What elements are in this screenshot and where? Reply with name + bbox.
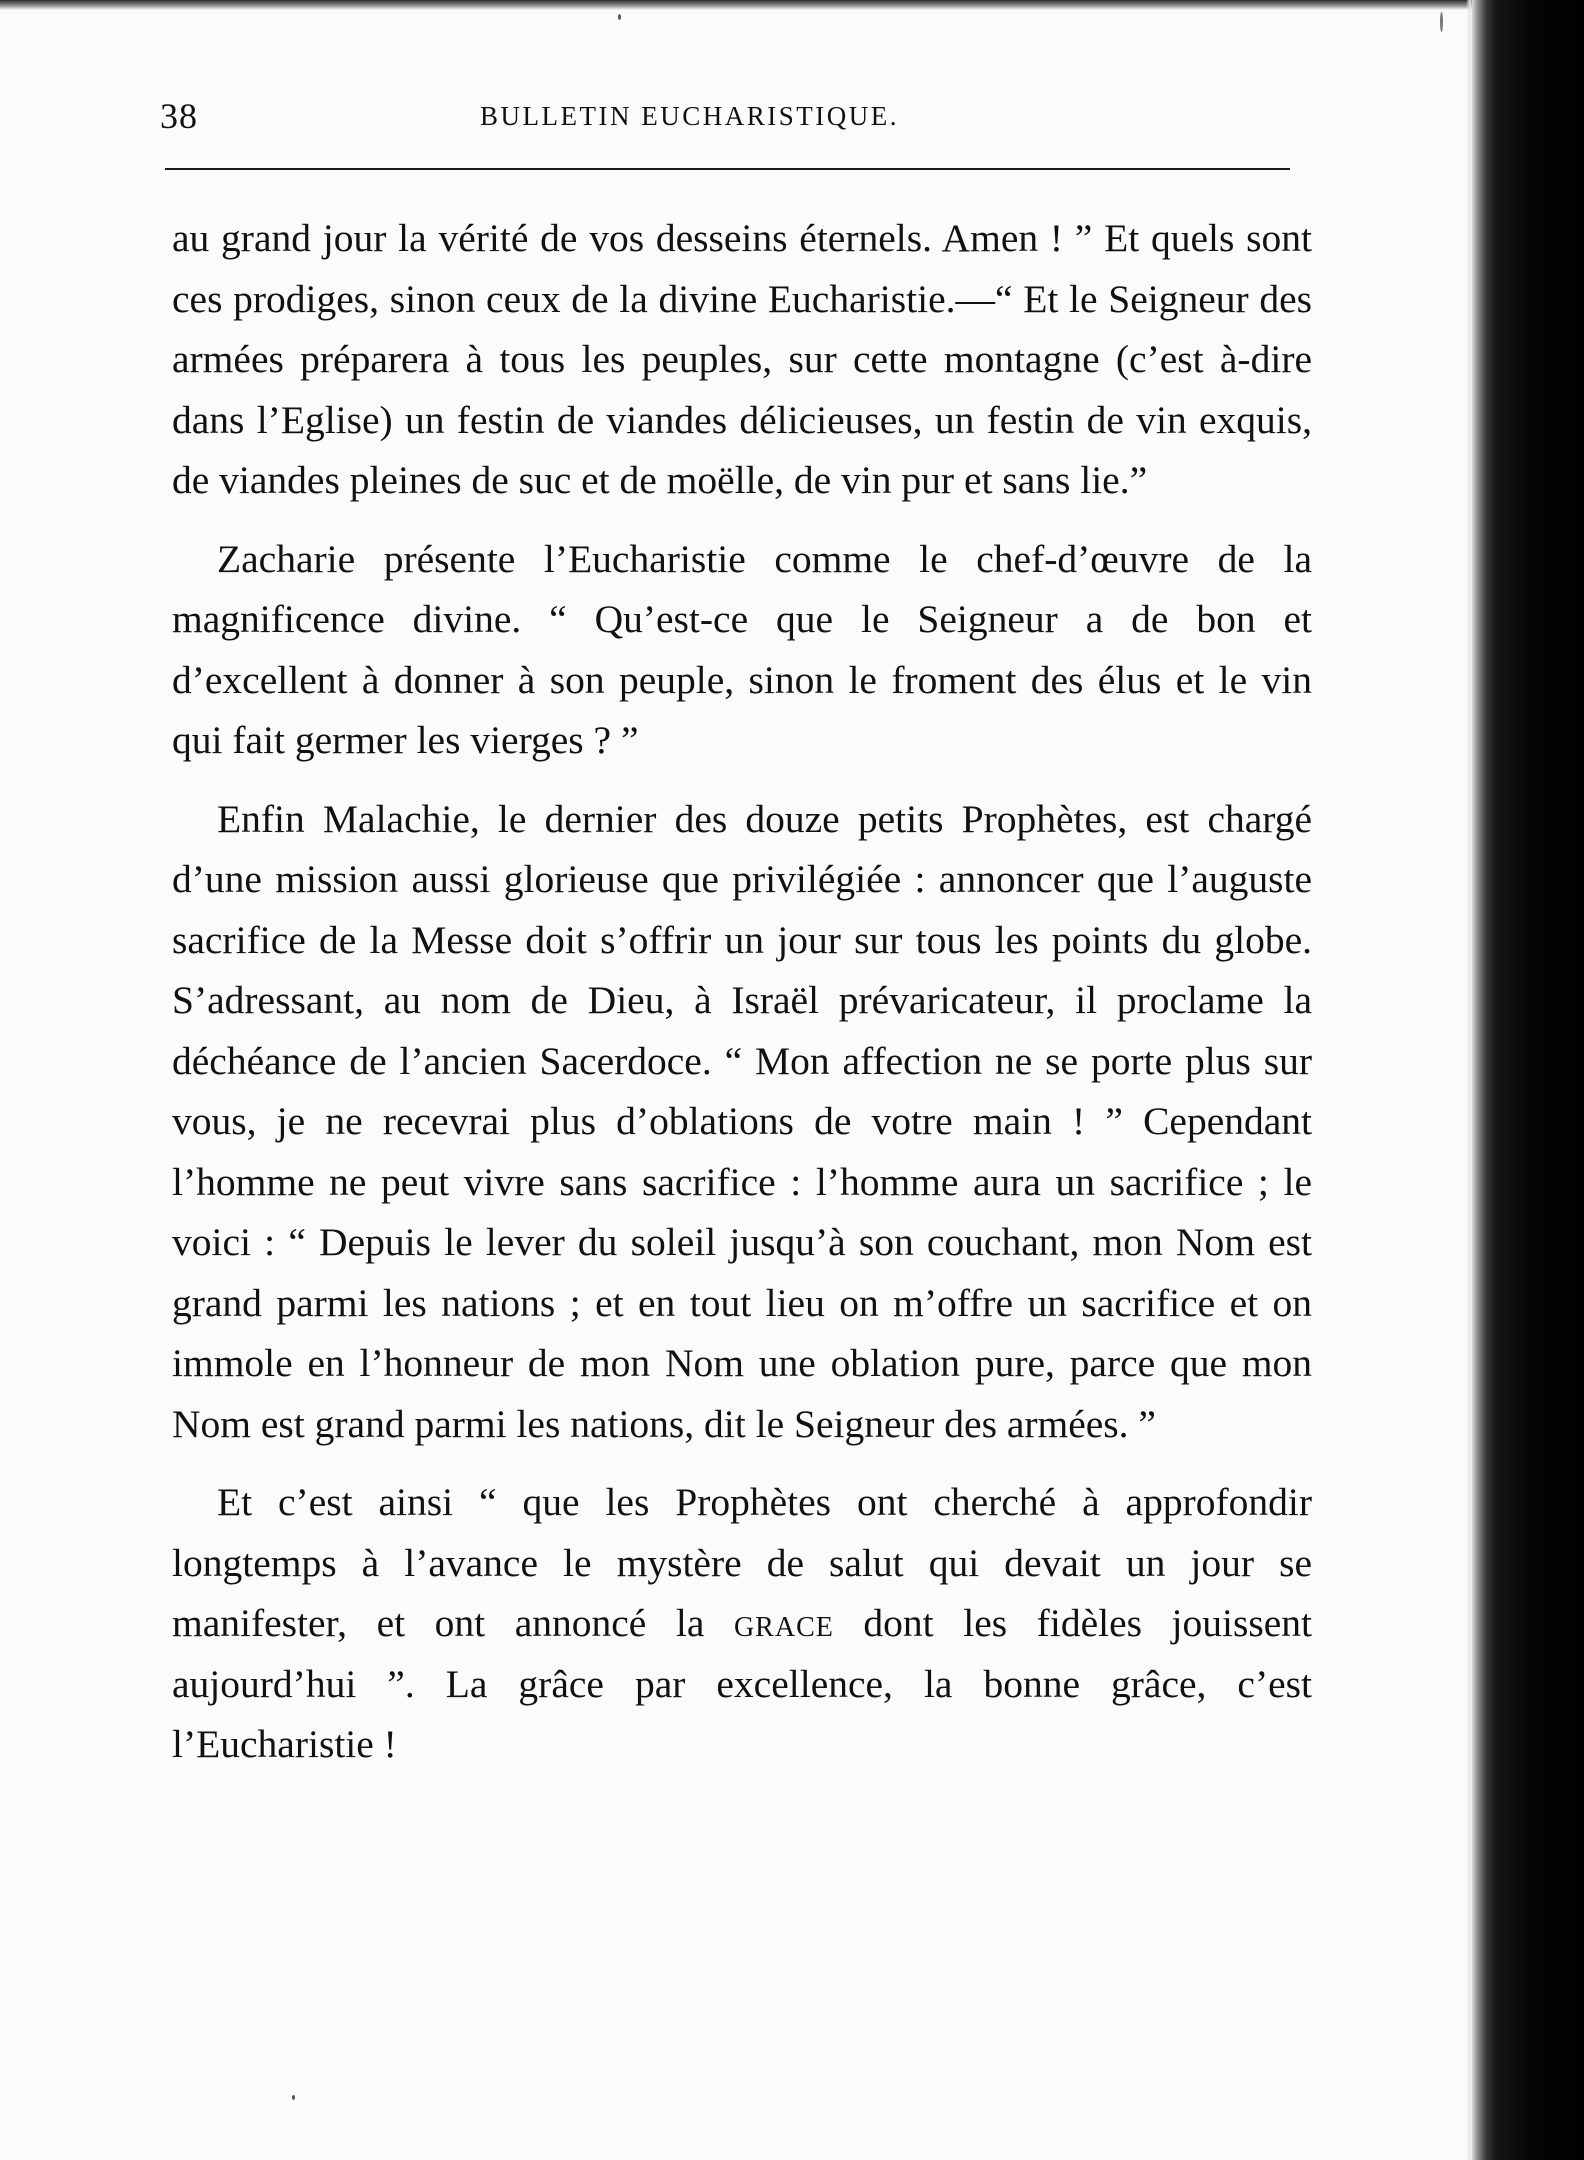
scan-speck (292, 2095, 295, 2100)
header-rule (165, 168, 1290, 170)
page-number: 38 (160, 96, 198, 136)
body-text (172, 208, 1312, 1793)
paragraph-3: Enfin Malachie, le dernier des douze petits Prophètes, est chargé d’une mission aussi glorieuse que privilégiée : annoncer que l’auguste sacrifice de la Messe doit s’offrir un jour sur tous les points du globe. S’adressant, au nom de Dieu, à Israël prévaricateur, il proclame la déchéance de l’ancien Sacerdoce. “ Mon affection ne se porte plus sur vous, je ne recevrai plus d’oblations de votre main ! ” Cependant l’homme ne peut vivre sans sacrifice : l’homme aura un sacrifice ; le voici : “ Depuis le lever du soleil jusqu’à son couchant, mon Nom est grand parmi les nations ; et en tout lieu on m’offre un sacrifice et on immole en l’honneur de mon Nom une oblation pure, parce que mon Nom est grand parmi les nations, dit le Seigneur des armées. ” (172, 796, 1312, 1446)
paragraph-1: au grand jour la vérité de vos desseins éternels. Amen ! ” Et quels sont ces prodiges, sinon ceux de la divine Eucharistie.—“ Et le Seigneur des armées préparera à tous les peuples, sur cette montagne (c’est à-dire dans l’Eglise) un festin de viandes délicieuses, un festin de vin exquis, de viandes pleines de suc et de moëlle, de vin pur et sans lie.” (172, 216, 1312, 502)
page-header-title: BULLETIN EUCHARISTIQUE. (480, 101, 899, 131)
paragraph-4-text-after: dont les fidèles jouissent aujourd’hui ”. La grâce par excellence, la bonne grâce, c’est l’Eucharistie ! (172, 1601, 1312, 1766)
paragraph-4-text-before: Et c’est ainsi “ que les Prophètes ont cherché à approfondir longtemps à l’avance le mystère de salut qui devait un jour se manifester, et ont annoncé la (172, 1480, 1312, 1645)
paragraph-4 (172, 1472, 1312, 1775)
page-top-edge-shadow (0, 0, 1584, 10)
scan-speck (618, 14, 621, 20)
running-head (160, 95, 1290, 145)
book-binding-shadow (1472, 0, 1584, 2160)
paragraph-4-smallcaps-grace: grace (733, 1601, 834, 1645)
paragraph-2: Zacharie présente l’Eucharistie comme le chef-d’œuvre de la magnificence divine. “ Qu’est-ce que le Seigneur a de bon et d’excellent à donner à son peuple, sinon le froment des élus et le vin qui fait germer les vierges ? ” (172, 536, 1312, 762)
scan-speck (1440, 12, 1443, 32)
